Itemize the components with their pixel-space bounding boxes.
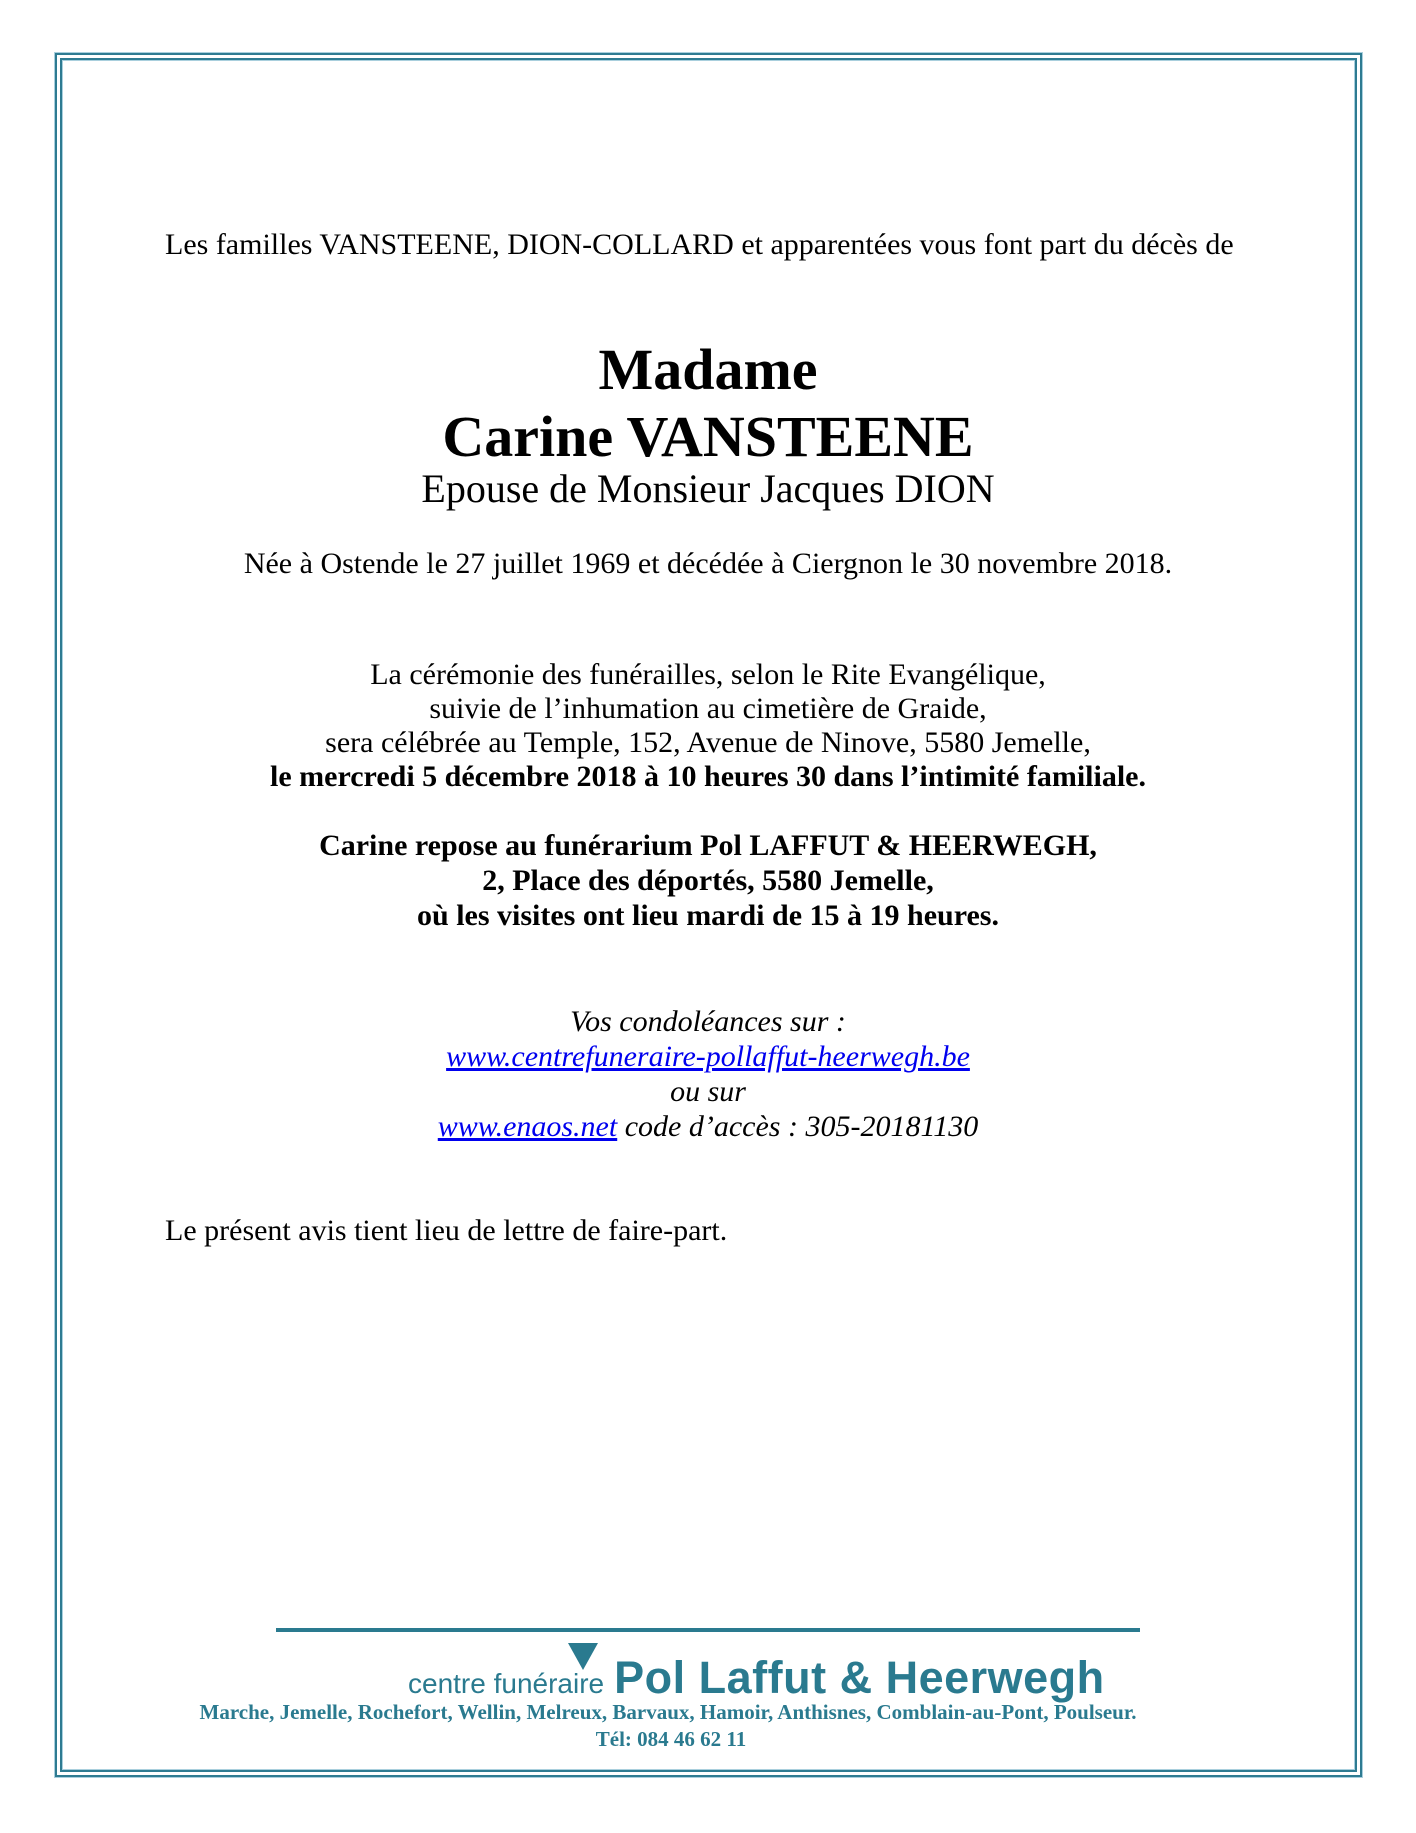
deceased-title-madame: Madame [598, 337, 818, 402]
repose-line-2: 2, Place des déportés, 5580 Jemelle, [482, 864, 934, 897]
birth-death-line: Née à Ostende le 27 juillet 1969 et décédée à Ciergnon le 30 novembre 2018. [243, 547, 1173, 580]
repose-line-3: où les visites ont lieu mardi de 15 à 19 heures. [417, 899, 999, 932]
condolences-link-enaos[interactable]: www.enaos.net [437, 1110, 618, 1143]
ceremony-line-2: suivie de l’inhumation au cimetière de Graide, [429, 692, 987, 725]
ceremony-line-3: sera célébrée au Temple, 152, Avenue de Ninove, 5580 Jemelle, [325, 726, 1091, 759]
condolences-link-centrefuneraire[interactable]: www.centrefuneraire-pollaffut-heerwegh.be [446, 1040, 970, 1073]
spouse-line: Epouse de Monsieur Jacques DION [421, 466, 995, 511]
ceremony-paragraph [0, 658, 1416, 794]
funeral-home-logo-prefix: centre funéraire [408, 1668, 605, 1699]
funeral-home-locations: Marche, Jemelle, Rochefort, Wellin, Melreux, Barvaux, Hamoir, Anthisnes, Comblain-au-Pont, Poulseur. [199, 1700, 1137, 1724]
funeral-home-logo-name: Pol Laffut & Heerwegh [614, 1652, 1105, 1703]
ceremony-line-1: La cérémonie des funérailles, selon le Rite Evangélique, [370, 658, 1046, 691]
access-code-text: code d’accès : 305-20181130 [617, 1110, 979, 1143]
footer-divider-rule [276, 1628, 1140, 1632]
families-intro-line: Les familles VANSTEENE, DION-COLLARD et apparentées vous font part du décès de [165, 228, 1234, 261]
condolences-or: ou sur [670, 1075, 746, 1108]
condolences-intro: Vos condoléances sur : [570, 1005, 846, 1038]
funeral-home-phone: Tél: 084 46 62 11 [595, 1727, 747, 1751]
condolences-enaos-line [0, 1109, 1416, 1144]
repose-paragraph [0, 828, 1416, 933]
ceremony-date-line: le mercredi 5 décembre 2018 à 10 heures 30 dans l’intimité familiale. [270, 760, 1146, 793]
repose-line-1: Carine repose au funérarium Pol LAFFUT & HEERWEGH, [319, 829, 1097, 862]
deceased-name: Carine VANSTEENE [442, 404, 974, 469]
condolences-paragraph [0, 1004, 1416, 1144]
funeral-home-logo [408, 1652, 1105, 1704]
deceased-title [0, 336, 1416, 470]
closing-line: Le présent avis tient lieu de lettre de faire-part. [165, 1214, 728, 1247]
